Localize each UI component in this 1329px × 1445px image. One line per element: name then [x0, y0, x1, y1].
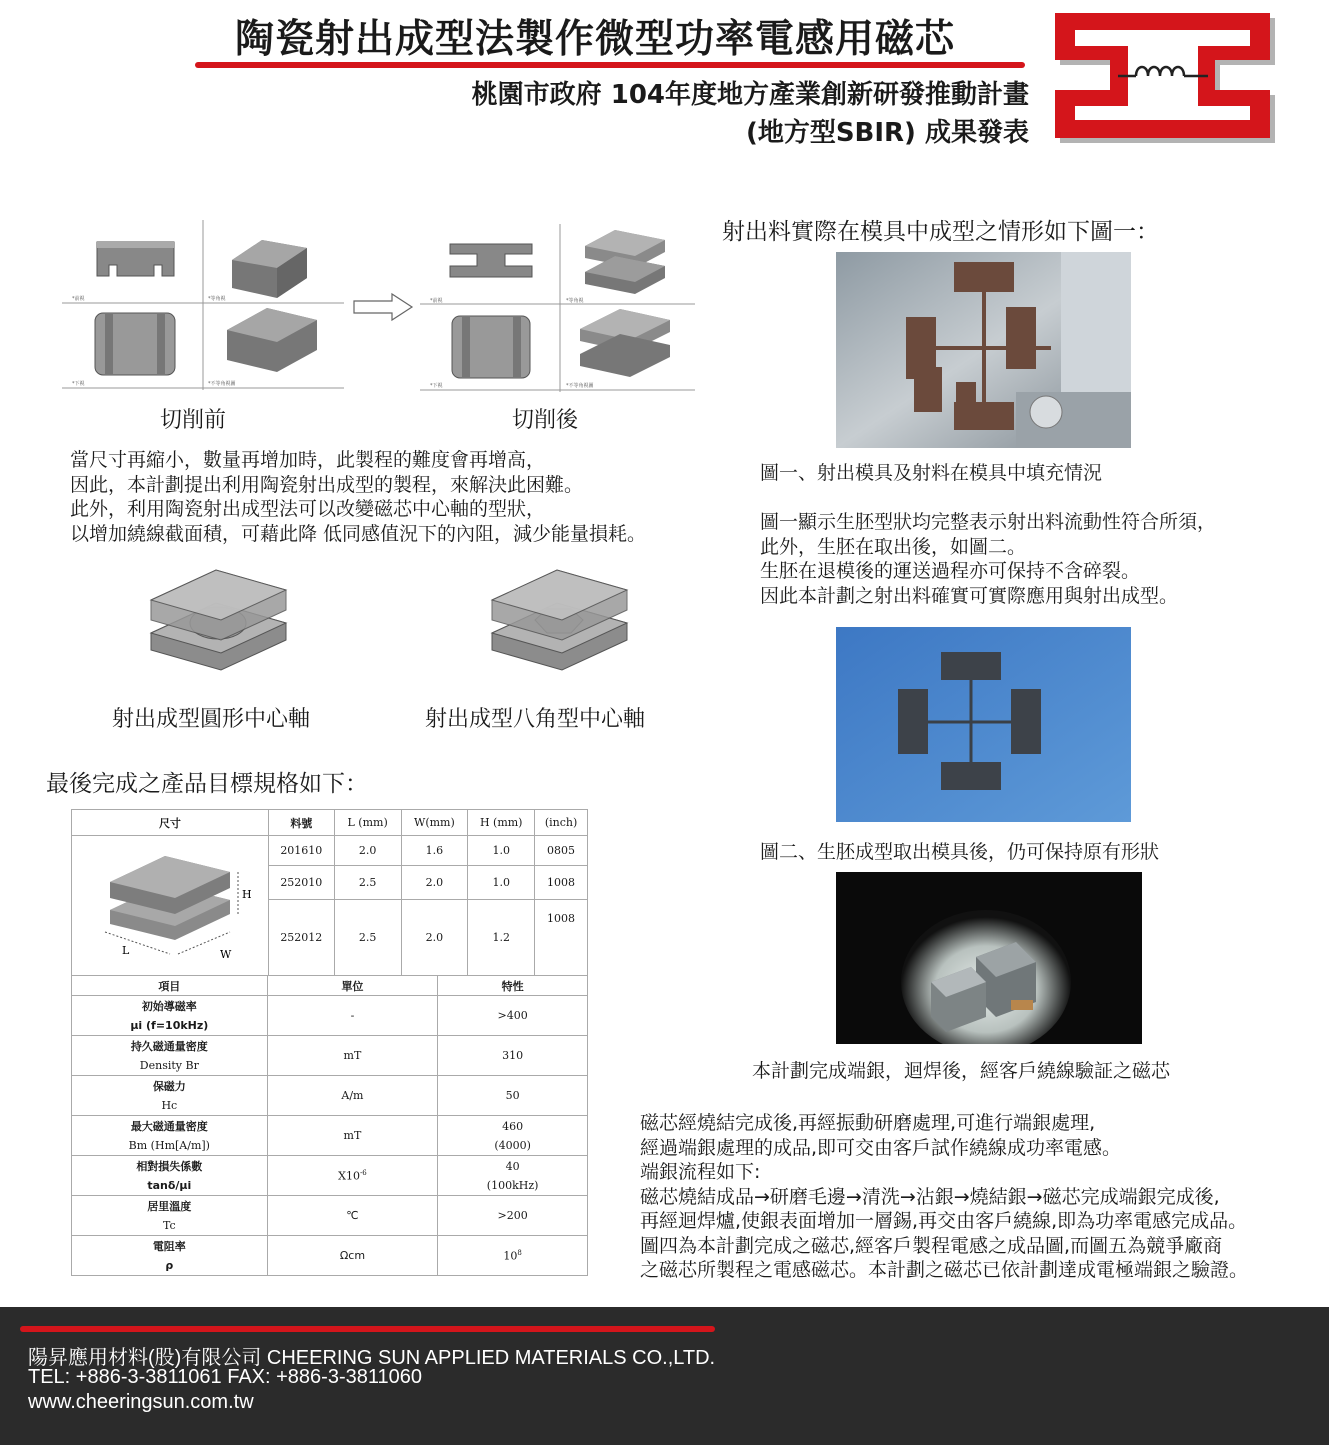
item-symbol: tanδ/μi: [147, 1178, 192, 1192]
table-header: 料號: [268, 810, 334, 836]
round-core-caption: 射出成型圓形中心軸: [112, 707, 311, 732]
text-line: 生胚在退模後的運送過程亦可保持不含碎裂。: [760, 560, 1141, 582]
footer-company: 陽昇應用材料(股)有限公司 CHEERING SUN APPLIED MATERIALS CO.,LTD.: [28, 1347, 716, 1369]
unit-base: X10: [338, 1169, 360, 1183]
footer-website[interactable]: www.cheeringsun.com.tw: [28, 1391, 254, 1413]
dimension-table: [71, 809, 588, 976]
round-center-core-render: [146, 565, 291, 675]
item-symbol: μi (f=10kHz): [130, 1018, 209, 1032]
subtitle-line-1: 桃園市政府 104年度地方產業創新研發推動計畫: [471, 80, 1029, 110]
unit-exponent: -6: [359, 1168, 367, 1177]
item-symbol: Bm (Hm[A/m]): [128, 1138, 210, 1152]
unit-cell: mT: [267, 1116, 438, 1156]
footer-contact: TEL: +886-3-3811061 FAX: +886-3-3811060: [28, 1366, 422, 1388]
value-cell: >400: [438, 996, 588, 1036]
text-line: 之磁芯所製程之電感磁芯。本計劃之磁芯已依計劃達成電極端銀之驗證。: [640, 1259, 1249, 1281]
octagon-center-core-render: [487, 565, 632, 675]
table-header: L (mm): [334, 810, 401, 836]
cad-label: *等角視: [566, 298, 584, 304]
unit-cell: [267, 1156, 438, 1196]
table-header: 項目: [72, 976, 268, 996]
unit-cell: A/m: [267, 1076, 438, 1116]
fig1-caption: 圖一、射出模具及射料在模具中填充情況: [760, 462, 1103, 484]
h-label: H: [241, 887, 252, 901]
table-cell: 2.5: [334, 866, 401, 900]
item-symbol: Tc: [162, 1218, 176, 1232]
value-cell: 50: [438, 1076, 588, 1116]
process-paragraph: [640, 1111, 1248, 1283]
subtitle-line-2: (地方型SBIR) 成果發表: [745, 118, 1029, 148]
fig1-mold-photo: [836, 252, 1131, 448]
text-line: 此外，利用陶瓷射出成型法可以改變磁芯中心軸的型狀，: [70, 498, 546, 520]
unit-cell: -: [267, 996, 438, 1036]
table-header: 尺寸: [72, 810, 269, 836]
unit-cell: Ωcm: [267, 1236, 438, 1276]
text-line: 經過端銀處理的成品,即可交由客戶試作繞線成功率電感。: [640, 1136, 1122, 1159]
text-line: 圖四為本計劃完成之磁芯,經客戶製程電感之成品圖,而圖五為競爭廠商: [640, 1234, 1223, 1257]
table-header: W(mm): [401, 810, 468, 836]
company-logo: [1040, 8, 1285, 143]
item-name: 初始導磁率: [141, 999, 197, 1013]
value-base: 10: [503, 1249, 518, 1263]
unit-cell: ℃: [267, 1196, 438, 1236]
fig3-caption: 本計劃完成端銀，迴焊後，經客戶繞線驗証之磁芯: [752, 1060, 1171, 1082]
before-caption: 切削前: [160, 408, 227, 433]
cad-label: *下視: [72, 381, 85, 387]
table-cell: 2.0: [401, 900, 468, 976]
table-header: (inch): [535, 810, 588, 836]
cad-after-cutting: [420, 224, 695, 392]
value-line: 460: [502, 1119, 524, 1133]
table-cell: 1.0: [468, 836, 535, 866]
table-cell: 252012: [268, 900, 334, 976]
table-cell: 2.0: [334, 836, 401, 866]
fig3-finished-core-photo: [836, 872, 1142, 1044]
table-cell: 1008: [535, 866, 588, 900]
text-line: 圖一顯示生胚型狀均完整表示射出料流動性符合所須，: [760, 511, 1217, 533]
fig2-green-body-photo: [836, 627, 1131, 822]
text-line: 磁芯燒結成品→研磨毛邊→清洗→沾銀→燒結銀→磁芯完成端銀完成後,: [640, 1185, 1220, 1208]
value-cell: 310: [438, 1036, 588, 1076]
octagon-core-caption: 射出成型八角型中心軸: [425, 707, 646, 732]
table-header: 單位: [267, 976, 438, 996]
cad-label: *前視: [430, 298, 443, 304]
value-exponent: 8: [517, 1248, 522, 1257]
footer-accent-line: [20, 1326, 715, 1332]
text-line: 以增加繞線截面積，可藉此降 低同感值況下的內阻，減少能量損耗。: [70, 522, 647, 545]
table-row: [72, 1156, 588, 1196]
table-cell: 1.2: [468, 900, 535, 976]
table-cell: 201610: [268, 836, 334, 866]
page-title: 陶瓷射出成型法製作微型功率電感用磁芯: [235, 17, 956, 62]
item-name: 持久磁通量密度: [130, 1039, 208, 1053]
table-cell: 0805: [535, 836, 588, 866]
value-line: (100kHz): [486, 1178, 539, 1192]
item-name: 保磁力: [152, 1079, 186, 1093]
table-header: 特性: [438, 976, 588, 996]
unit-cell: mT: [267, 1036, 438, 1076]
table-cell: 2.0: [401, 866, 468, 900]
table-row: [72, 1036, 588, 1076]
dimension-diagram-cell: [72, 836, 269, 976]
title-underline: [195, 62, 1025, 68]
item-name: 電阻率: [152, 1239, 186, 1253]
cad-label: *不等角視圖: [208, 381, 236, 387]
table-cell: 252010: [268, 866, 334, 900]
text-line: 因此本計劃之射出料確實可實際應用與射出成型。: [760, 584, 1179, 607]
value-cell: >200: [438, 1196, 588, 1236]
item-name: 居里溫度: [147, 1199, 192, 1213]
table-header: H (mm): [468, 810, 535, 836]
text-line: 磁芯經燒結完成後,再經振動研磨處理,可進行端銀處理,: [640, 1112, 1096, 1134]
fig1-paragraph: [760, 510, 1216, 608]
text-line: 因此，本計劃提出利用陶瓷射出成型的製程，來解決此困難。: [70, 473, 584, 496]
table-cell: 2.5: [334, 900, 401, 976]
table-cell: 1.0: [468, 866, 535, 900]
spec-heading: 最後完成之產品目標規格如下：: [46, 771, 368, 797]
intro-paragraph: [70, 448, 646, 546]
cad-label: *等角視: [208, 296, 226, 302]
cad-label: *不等角視圖: [566, 383, 594, 389]
item-name: 最大磁通量密度: [130, 1119, 208, 1133]
dimension-diagram: [80, 842, 260, 967]
right-heading: 射出料實際在模具中成型之情形如下圖一：: [722, 219, 1159, 245]
w-label: W: [219, 947, 232, 961]
value-cell: [438, 1236, 588, 1276]
value-line: (4000): [494, 1138, 531, 1152]
cad-label: *下視: [430, 383, 443, 389]
table-row: [72, 1196, 588, 1236]
table-row: [72, 1236, 588, 1276]
text-line: 再經迴焊爐,使銀表面增加一層錫,再交由客戶繞線,即為功率電感完成品。: [640, 1210, 1248, 1232]
item-symbol: Hc: [161, 1098, 178, 1112]
l-label: L: [121, 943, 130, 957]
item-symbol: Density Br: [139, 1058, 199, 1072]
text-line: 端銀流程如下:: [640, 1161, 761, 1183]
text-line: 當尺寸再縮小，數量再增加時，此製程的難度會再增高，: [70, 449, 546, 471]
table-cell: 1008: [535, 900, 588, 976]
cad-label: *前視: [72, 296, 85, 302]
arrow-right-icon: [352, 292, 414, 322]
item-symbol: ρ: [165, 1258, 174, 1272]
fig2-caption: 圖二、生胚成型取出模具後，仍可保持原有形狀: [760, 841, 1160, 863]
cad-before-cutting: [62, 220, 344, 390]
table-row: [72, 1116, 588, 1156]
property-table: [71, 975, 588, 1276]
table-cell: 1.6: [401, 836, 468, 866]
table-row: [72, 996, 588, 1036]
item-name: 相對損失係數: [136, 1159, 203, 1173]
table-row: [72, 1076, 588, 1116]
after-caption: 切削後: [512, 408, 579, 433]
value-line: 40: [505, 1159, 520, 1173]
text-line: 此外，生胚在取出後，如圖二。: [760, 535, 1027, 558]
